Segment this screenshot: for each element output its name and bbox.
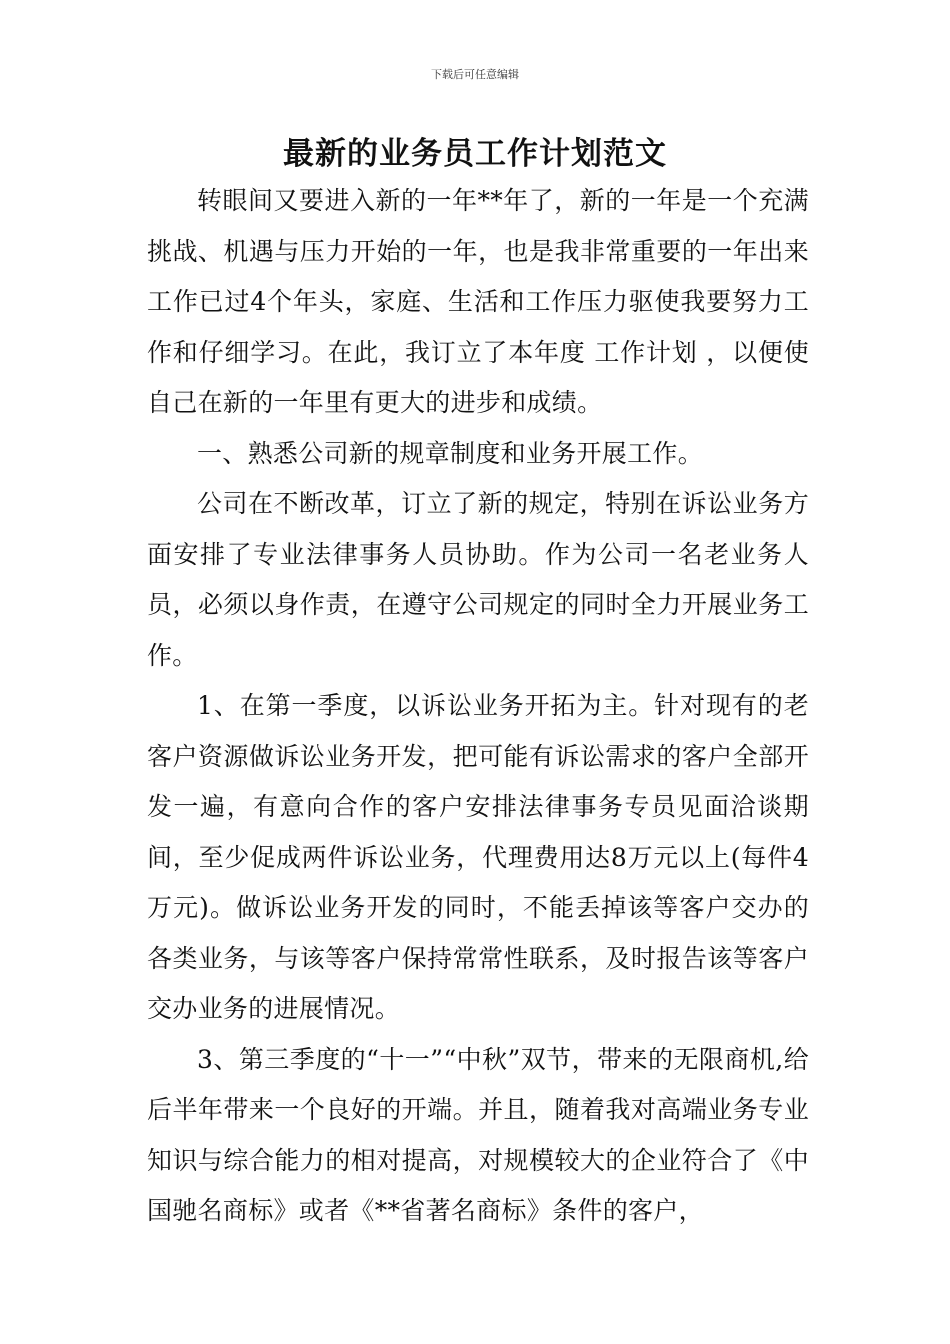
document-title: 最新的业务员工作计划范文 (283, 136, 667, 172)
paragraph-third-quarter: 3、第三季度的“十一”“中秋”双节，带来的无限商机,给后半年带来一个良好的开端。并且，随着我对高端业务专业知识与综合能力的相对提高，对规模较大的企业符合了《中国驰名商标》或者《**省著名商标》条件的客户， (147, 1044, 809, 1225)
paragraph-section-heading: 一、熟悉公司新的规章制度和业务开展工作。 (197, 438, 704, 468)
document-body (147, 176, 809, 1237)
paragraph-first-quarter: 1、在第一季度，以诉讼业务开拓为主。针对现有的老客户资源做诉讼业务开发，把可能有诉讼需求的客户全部开发一遍，有意向合作的客户安排法律事务专员见面洽谈期间，至少促成两件诉讼业务，代理费用达8万元以上(每件4万元)。做诉讼业务开发的同时，不能丢掉该等客户交办的各类业务，与该等客户保持常常性联系，及时报告该等客户交办业务的进展情况。 (147, 691, 809, 1023)
paragraph-company-rules: 公司在不断改革，订立了新的规定，特别在诉讼业务方面安排了专业法律事务人员协助。作为公司一名老业务人员，必须以身作责，在遵守公司规定的同时全力开展业务工作。 (147, 489, 809, 670)
header-note: 下载后可任意编辑 (431, 68, 519, 81)
paragraph-intro: 转眼间又要进入新的一年**年了，新的一年是一个充满挑战、机遇与压力开始的一年，也是我非常重要的一年出来工作已过4个年头，家庭、生活和工作压力驱使我要努力工作和仔细学习。在此，我订立了本年度 工作计划 ，以便使自己在新的一年里有更大的进步和成绩。 (147, 186, 809, 417)
